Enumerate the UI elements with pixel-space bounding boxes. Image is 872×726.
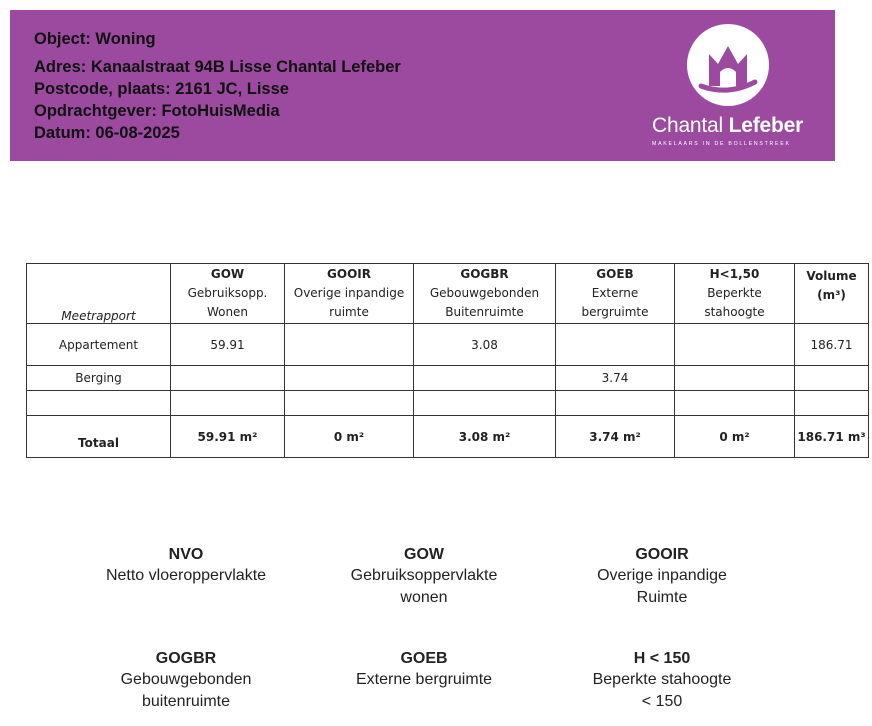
legend-item — [76, 544, 296, 587]
legend-desc: Ruimte — [636, 589, 688, 606]
table-cell — [414, 366, 556, 391]
row-label — [27, 391, 171, 416]
column-line1: Gebouwgebonden — [429, 286, 540, 300]
table-cell — [675, 366, 795, 391]
logo-name-bold: Lefeber — [728, 114, 804, 137]
column-code: GOOIR — [327, 267, 371, 281]
table-cell: 3.74 — [556, 366, 675, 391]
legend-desc: < 150 — [641, 693, 683, 710]
header-info — [34, 28, 401, 144]
table-cell — [171, 391, 285, 416]
total-label: Totaal — [27, 416, 171, 458]
legend-item — [552, 544, 772, 609]
column-line2: Buitenruimte — [445, 305, 524, 319]
legend-desc: Gebouwgebonden — [120, 671, 252, 688]
legend-desc: Externe bergruimte — [355, 671, 493, 688]
total-cell: 59.91 m² — [171, 416, 285, 458]
column-line1: Gebruiksopp. — [187, 286, 268, 300]
legend-code: GOGBR — [155, 650, 217, 667]
column-header — [414, 264, 556, 324]
row-label: Appartement — [27, 324, 171, 366]
legend-item — [76, 648, 296, 713]
column-line1: Externe — [591, 286, 639, 300]
legend-item — [314, 544, 534, 609]
logo-tagline: MAKELAARS IN DE BOLLENSTREEK — [652, 141, 791, 147]
column-code: GOW — [210, 267, 245, 281]
row-label: Berging — [27, 366, 171, 391]
logo-wordmark — [652, 114, 803, 138]
total-cell: 3.08 m² — [414, 416, 556, 458]
date-line: Datum: 06-08-2025 — [34, 124, 180, 142]
table-cell — [414, 391, 556, 416]
column-line1: Beperkte — [707, 286, 762, 300]
legend-code: NVO — [168, 546, 204, 563]
column-header — [556, 264, 675, 324]
column-line2: ruimte — [329, 305, 369, 319]
column-header — [171, 264, 285, 324]
table-corner-label: Meetrapport — [27, 264, 171, 324]
column-line2: bergruimte — [581, 305, 649, 319]
legend-desc: wonen — [400, 589, 448, 606]
table-cell — [285, 391, 414, 416]
table-cell — [675, 391, 795, 416]
column-header — [675, 264, 795, 324]
total-row — [27, 416, 869, 458]
column-line1: (m³) — [817, 288, 846, 302]
column-code: H<1,50 — [709, 267, 760, 281]
header-banner — [10, 10, 835, 161]
legend-desc: buitenruimte — [141, 693, 231, 710]
legend-item — [552, 648, 772, 713]
table-cell: 3.08 — [414, 324, 556, 366]
total-cell: 0 m² — [285, 416, 414, 458]
table-row — [27, 366, 869, 391]
table-cell — [285, 366, 414, 391]
legend-desc: Gebruiksoppervlakte — [350, 567, 498, 584]
table-cell — [171, 366, 285, 391]
table-cell: 59.91 — [171, 324, 285, 366]
column-code: GOEB — [596, 267, 634, 281]
legend-item — [314, 648, 534, 691]
object-line: Object: Woning — [34, 30, 156, 48]
legend-desc: Beperkte stahoogte — [592, 671, 732, 688]
legend-desc: Overige inpandige — [597, 567, 727, 584]
measurement-table — [26, 263, 869, 458]
column-code: Volume — [806, 269, 857, 283]
total-cell: 186.71 m³ — [795, 416, 869, 458]
table-cell — [285, 324, 414, 366]
address-line: Adres: Kanaalstraat 94B Lisse Chantal Lefeber — [34, 58, 401, 76]
table-cell — [556, 391, 675, 416]
column-line2: stahoogte — [704, 305, 765, 319]
legend-code: GOOIR — [635, 546, 689, 563]
postcode-line: Postcode, plaats: 2161 JC, Lisse — [34, 80, 289, 98]
table-cell — [675, 324, 795, 366]
legend-desc: Netto vloeroppervlakte — [105, 567, 267, 584]
table-header-row — [27, 264, 869, 324]
table-cell — [795, 366, 869, 391]
column-line2: Wonen — [206, 305, 249, 319]
logo-name-light: Chantal — [652, 114, 723, 137]
legend-code: GOW — [404, 546, 444, 563]
column-code: GOGBR — [460, 267, 509, 281]
table-row — [27, 391, 869, 416]
client-line: Opdrachtgever: FotoHuisMedia — [34, 102, 280, 120]
tulip-house-icon — [687, 24, 769, 106]
legend-code: H < 150 — [633, 650, 691, 667]
legend-code: GOEB — [400, 650, 448, 667]
column-header — [795, 264, 869, 324]
table-cell — [795, 391, 869, 416]
table-cell: 186.71 — [795, 324, 869, 366]
column-line1: Overige inpandige — [293, 286, 405, 300]
total-cell: 0 m² — [675, 416, 795, 458]
table-cell — [556, 324, 675, 366]
total-cell: 3.74 m² — [556, 416, 675, 458]
table-row — [27, 324, 869, 366]
column-header — [285, 264, 414, 324]
